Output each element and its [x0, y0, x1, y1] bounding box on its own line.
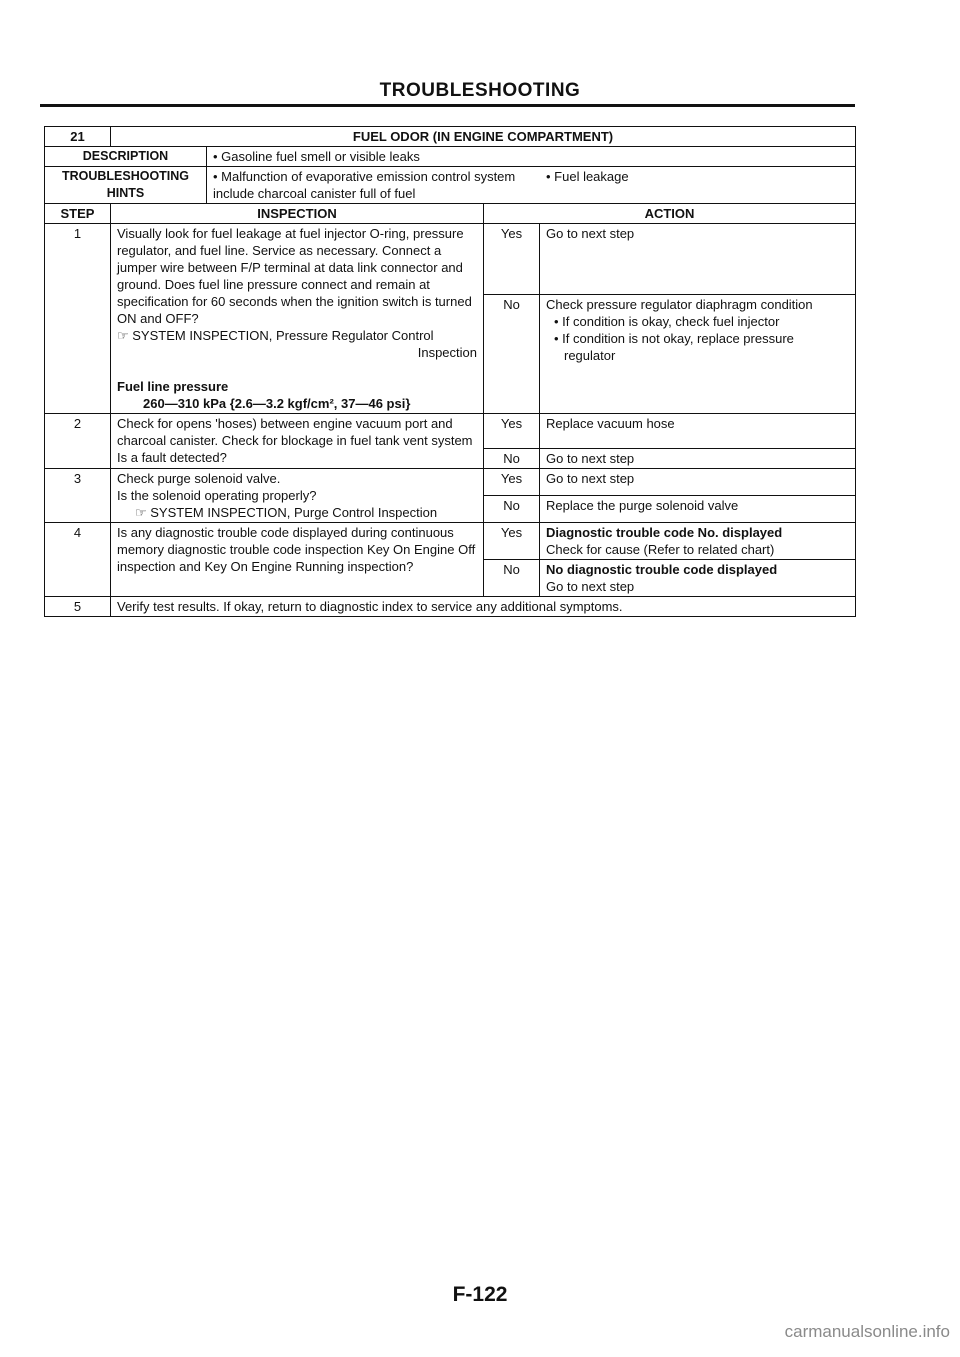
no-action-bullet-1: • If condition is okay, check fuel injector: [554, 314, 780, 329]
step-inspection: Is any diagnostic trouble code displayed during continuous memory diagnostic trouble code inspection Key On Engine Off inspection and Key On Engine Running inspection?: [111, 523, 484, 597]
step-number: 5: [45, 597, 111, 617]
inspection-text: Check for opens 'hoses) between engine vacuum port and charcoal canister. Check for blockage in fuel tank vent system: [117, 416, 473, 448]
no-label: No: [484, 560, 540, 597]
table-name: FUEL ODOR (IN ENGINE COMPARTMENT): [111, 127, 856, 147]
hints-row: [45, 167, 856, 204]
col-action: ACTION: [484, 204, 856, 224]
watermark: carmanualsonline.info: [784, 1322, 950, 1341]
no-action-line: Check pressure regulator diaphragm condition: [546, 297, 813, 312]
column-header-row: [45, 204, 856, 224]
yes-label: Yes: [484, 224, 540, 295]
hints-label: [45, 167, 207, 204]
no-label: No: [484, 496, 540, 523]
yes-label: Yes: [484, 523, 540, 560]
troubleshooting-table: [44, 126, 856, 617]
inspection-text: Visually look for fuel leakage at fuel injector O-ring, pressure regulator, and fuel line. Service as necessary. Connect a jumper wire between F/P terminal at data link connector and ground. Does fuel line pressure connect and remain at specification for 60 seconds when the ignition switch is turned ON and OFF?: [117, 226, 472, 326]
no-label: No: [484, 295, 540, 414]
inspection-question: Is a fault detected?: [117, 450, 227, 465]
step-row: [45, 469, 856, 496]
step-inspection: [111, 414, 484, 469]
title-rule: [40, 104, 855, 107]
yes-action: [540, 523, 856, 560]
step-row: [45, 523, 856, 560]
inspection-reference-cont: Inspection: [417, 345, 477, 360]
step-inspection: Verify test results. If okay, return to diagnostic index to service any additional symptoms.: [111, 597, 856, 617]
step-number: 4: [45, 523, 111, 597]
no-action-bullet-2-cont: regulator: [564, 348, 616, 363]
table-number: 21: [45, 127, 111, 147]
no-action: Replace the purge solenoid valve: [540, 496, 856, 523]
description-row: [45, 147, 856, 167]
hint-1: • Malfunction of evaporative emission control system include charcoal canister full of fuel: [213, 169, 516, 201]
no-action: Go to next step: [540, 449, 856, 469]
no-action: [540, 560, 856, 597]
description-text: • Gasoline fuel smell or visible leaks: [207, 147, 856, 167]
hint-2: • Fuel leakage: [546, 169, 629, 184]
description-label: DESCRIPTION: [45, 147, 207, 167]
no-label: No: [484, 449, 540, 469]
step-number: 3: [45, 469, 111, 523]
page-number: F-122: [452, 1283, 508, 1306]
inspection-reference: ☞ SYSTEM INSPECTION, Pressure Regulator Control: [117, 328, 434, 343]
table-title-row: [45, 127, 856, 147]
no-action-bullet-2: • If condition is not okay, replace pressure: [554, 331, 794, 346]
yes-action: Replace vacuum hose: [540, 414, 856, 449]
col-step: STEP: [45, 204, 111, 224]
step-number: 1: [45, 224, 111, 414]
step-row: [45, 414, 856, 449]
yes-action: Go to next step: [540, 224, 856, 295]
spec-value: 260—310 kPa {2.6—3.2 kgf/cm², 37—46 psi}: [143, 396, 411, 411]
step-row: [45, 224, 856, 295]
yes-label: Yes: [484, 414, 540, 449]
yes-action-detail: Check for cause (Refer to related chart): [546, 542, 775, 557]
step-row: [45, 597, 856, 617]
hints-label-line-2: HINTS: [106, 186, 145, 200]
spec-title: Fuel line pressure: [117, 379, 229, 394]
col-inspection: INSPECTION: [111, 204, 484, 224]
yes-action-title: Diagnostic trouble code No. displayed: [546, 525, 783, 540]
inspection-question: Is the solenoid operating properly?: [117, 488, 317, 503]
no-action: [540, 295, 856, 414]
hints-label-line-1: TROUBLESHOOTING: [61, 169, 190, 183]
yes-label: Yes: [484, 469, 540, 496]
inspection-reference: ☞ SYSTEM INSPECTION, Purge Control Inspection: [135, 505, 438, 520]
yes-action: Go to next step: [540, 469, 856, 496]
no-action-title: No diagnostic trouble code displayed: [546, 562, 778, 577]
inspection-text: Check purge solenoid valve.: [117, 471, 281, 486]
step-number: 2: [45, 414, 111, 469]
no-action-detail: Go to next step: [546, 579, 635, 594]
step-inspection: [111, 469, 484, 523]
page-title: TROUBLESHOOTING: [379, 80, 581, 101]
hints-content: [207, 167, 856, 204]
step-inspection: [111, 224, 484, 414]
